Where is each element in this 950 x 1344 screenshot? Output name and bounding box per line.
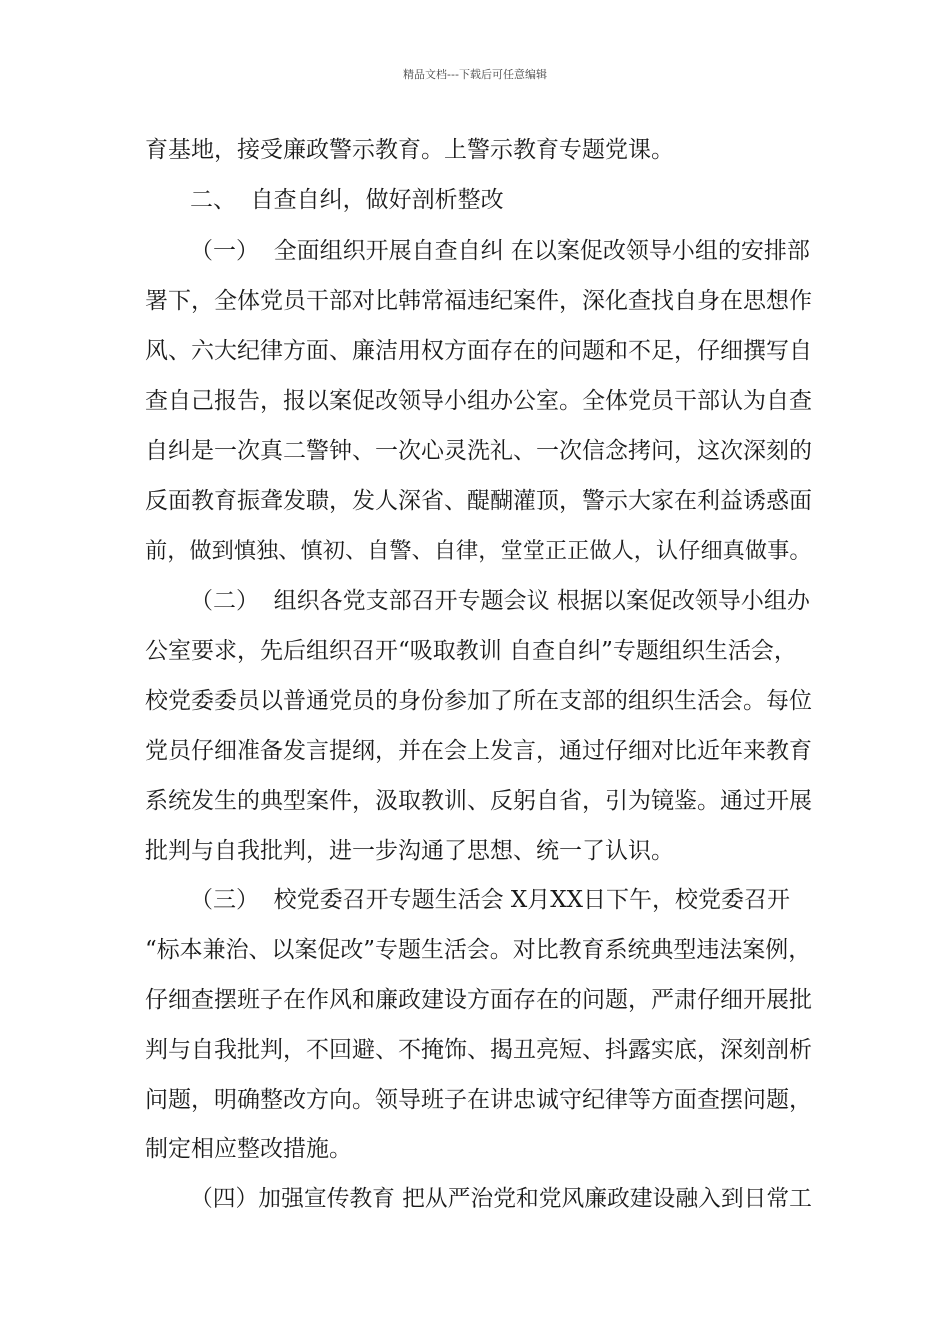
text-line: 反面教育振聋发聩，发人深省、醍醐灌顶，警示大家在利益诱惑面 xyxy=(145,488,812,514)
page-header: 精品文档---下载后可任意编辑 xyxy=(403,68,547,81)
text-line: （四）加强宣传教育 把从严治党和党风廉政建设融入到日常工 xyxy=(190,1186,812,1212)
text-line: 风、六大纪律方面、廉洁用权方面存在的问题和不足，仔细撰写自 xyxy=(145,338,812,364)
text-line: 前，做到慎独、慎初、自警、自律，堂堂正正做人，认仔细真做事。 xyxy=(145,538,812,564)
text-line: 自纠是一次真二警钟、一次心灵洗礼、一次信念拷问，这次深刻的 xyxy=(145,438,812,464)
text-line: （一） 全面组织开展自查自纠 在以案促改领导小组的安排部 xyxy=(190,238,810,264)
text-line: 问题，明确整改方向。领导班子在讲忠诚守纪律等方面查摆问题， xyxy=(145,1087,812,1113)
text-line: 批判与自我批判，进一步沟通了思想、统一了认识。 xyxy=(145,838,674,864)
text-line: 署下，全体党员干部对比韩常福违纪案件，深化查找自身在思想作 xyxy=(145,288,812,314)
text-line: 公室要求，先后组织召开“吸取教训 自查自纠”专题组织生活会， xyxy=(145,638,797,664)
text-line: 仔细查摆班子在作风和廉政建设方面存在的问题，严肃仔细开展批 xyxy=(145,987,812,1013)
text-line: 判与自我批判，不回避、不掩饰、揭丑亮短、抖露实底，深刻剖析 xyxy=(145,1037,812,1063)
section-heading: 二、 自查自纠，做好剖析整改 xyxy=(190,187,504,213)
text-line: 党员仔细准备发言提纲，并在会上发言，通过仔细对比近年来教育 xyxy=(145,738,812,764)
text-line: “标本兼治、以案促改”专题生活会。对比教育系统典型违法案例， xyxy=(145,937,812,963)
text-line: 查自己报告，报以案促改领导小组办公室。全体党员干部认为自查 xyxy=(145,388,812,414)
text-line: （二） 组织各党支部召开专题会议 根据以案促改领导小组办 xyxy=(190,588,810,614)
text-line: 制定相应整改措施。 xyxy=(145,1136,352,1162)
text-line: 系统发生的典型案件，汲取教训、反躬自省，引为镜鉴。通过开展 xyxy=(145,788,812,814)
text-line: （三） 校党委召开专题生活会 X月XX日下午，校党委召开 xyxy=(190,887,791,913)
text-line: 育基地，接受廉政警示教育。上警示教育专题党课。 xyxy=(145,137,674,163)
text-line: 校党委委员以普通党员的身份参加了所在支部的组织生活会。每位 xyxy=(145,688,812,714)
